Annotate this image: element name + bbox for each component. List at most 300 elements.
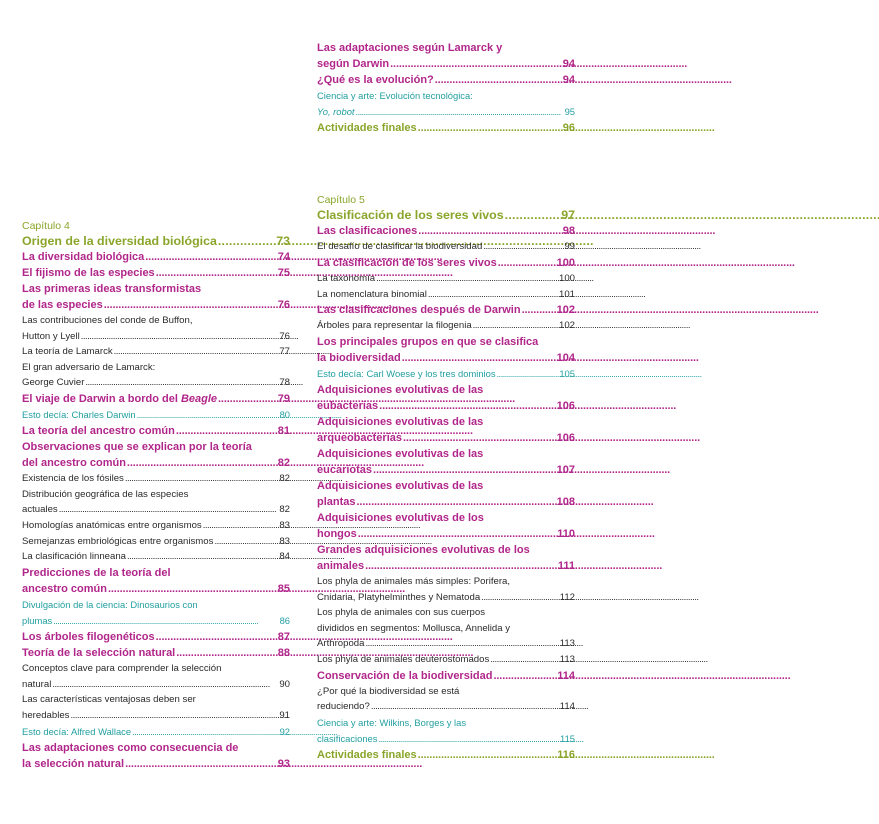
toc-page-number: 102 bbox=[556, 304, 575, 317]
toc-page-number: 111 bbox=[557, 559, 575, 572]
toc-entry-title: La teoría del ancestro común bbox=[22, 425, 175, 438]
toc-entry[interactable] bbox=[317, 223, 575, 239]
toc-column-left bbox=[22, 220, 290, 772]
toc-entry-line bbox=[22, 629, 290, 645]
toc-entry[interactable] bbox=[22, 407, 290, 423]
dot-leader bbox=[428, 287, 558, 303]
toc-page-number: 82 bbox=[277, 457, 290, 470]
dot-leader bbox=[214, 534, 278, 550]
dot-leader bbox=[176, 423, 277, 439]
toc-entry-line bbox=[317, 287, 575, 303]
toc-entry[interactable] bbox=[317, 478, 575, 510]
toc-entry[interactable] bbox=[22, 344, 290, 360]
dot-leader bbox=[145, 249, 276, 265]
toc-entry-title: Árboles para representar la filogenia bbox=[317, 320, 472, 332]
toc-entry-title: plumas bbox=[22, 614, 53, 626]
toc-entry-title: La teoría de Lamarck bbox=[22, 346, 113, 358]
toc-entry-title: Observaciones que se explican por la teoría bbox=[22, 441, 252, 454]
toc-page-number: 84 bbox=[279, 551, 290, 563]
dot-leader bbox=[378, 731, 559, 747]
dot-leader bbox=[356, 104, 564, 120]
dot-leader bbox=[418, 747, 557, 763]
toc-entry-title: Divulgación de la ciencia: Dinosaurios con bbox=[22, 598, 198, 610]
toc-entry[interactable] bbox=[317, 747, 575, 763]
toc-page-number: 80 bbox=[279, 408, 290, 420]
toc-entry-title: Conceptos clave para comprender la selección bbox=[22, 663, 222, 675]
toc-entry-title: El desafío de clasificar la biodiversidad bbox=[317, 241, 483, 253]
toc-entry-line bbox=[317, 255, 575, 271]
toc-entry[interactable] bbox=[317, 239, 575, 255]
dot-leader bbox=[218, 233, 275, 249]
dot-leader bbox=[156, 629, 277, 645]
toc-entry-line bbox=[22, 661, 290, 677]
toc-entry-line bbox=[317, 494, 575, 510]
dot-leader bbox=[493, 668, 556, 684]
toc-entry[interactable] bbox=[22, 313, 290, 344]
toc-entry-title: Hutton y Lyell bbox=[22, 330, 80, 342]
toc-entry-title: Las contribuciones del conde de Buffon, bbox=[22, 315, 193, 326]
toc-page-number: 78 bbox=[279, 377, 290, 389]
toc-entry-title: Las características ventajosas deben ser bbox=[22, 694, 196, 706]
toc-entry-line bbox=[22, 613, 290, 629]
toc-page-number: 93 bbox=[277, 757, 290, 770]
toc-entry[interactable] bbox=[317, 334, 575, 366]
toc-entry[interactable] bbox=[22, 597, 290, 629]
toc-entry-line bbox=[22, 313, 290, 329]
toc-entry-title: Los principales grupos en que se clasifica bbox=[317, 335, 539, 348]
toc-entry-line bbox=[317, 88, 575, 104]
toc-entry-line bbox=[22, 297, 290, 313]
toc-entry-line bbox=[22, 423, 290, 439]
toc-page-number: 112 bbox=[559, 591, 575, 603]
toc-entry[interactable] bbox=[317, 255, 575, 271]
toc-entry-line bbox=[317, 652, 575, 668]
toc-entry-line bbox=[22, 740, 290, 756]
toc-entry-line bbox=[317, 382, 575, 398]
toc-page-number: 106 bbox=[556, 399, 575, 412]
toc-entry[interactable] bbox=[22, 645, 290, 661]
toc-entry-title: El viaje de Darwin a bordo del Beagle bbox=[22, 392, 218, 405]
toc-entry-line bbox=[22, 249, 290, 265]
toc-entry-title: ¿Qué es la evolución? bbox=[317, 74, 434, 86]
toc-page-number: 74 bbox=[277, 251, 290, 263]
toc-entry-line bbox=[22, 549, 290, 565]
toc-entry-line bbox=[22, 597, 290, 613]
dot-leader bbox=[81, 329, 279, 345]
toc-page-number: 82 bbox=[279, 504, 290, 516]
toc-entry[interactable] bbox=[317, 715, 575, 747]
toc-page-number: 83 bbox=[279, 535, 290, 547]
toc-entry-line bbox=[317, 350, 575, 366]
toc-page-number: 107 bbox=[556, 463, 575, 476]
dot-leader bbox=[505, 207, 561, 223]
toc-entry-title: divididos en segmentos: Mollusca, Annelida y bbox=[317, 622, 511, 634]
toc-entry-title: Ciencia y arte: Wilkins, Borges y las bbox=[317, 716, 467, 728]
toc-entry-line bbox=[22, 677, 290, 693]
toc-entry-title: Grandes adquisiciones evolutivas de los bbox=[317, 543, 530, 556]
toc-entry-line bbox=[22, 692, 290, 708]
dot-leader bbox=[85, 375, 278, 391]
toc-entry-line bbox=[317, 731, 575, 747]
toc-entry-line bbox=[317, 684, 575, 700]
toc-entry-title: Origen de la diversidad biológica bbox=[22, 234, 217, 248]
toc-entry-line bbox=[317, 239, 575, 255]
toc-entry-line bbox=[317, 526, 575, 542]
dot-leader bbox=[418, 120, 562, 136]
toc-entry-title: Conservación de la biodiversidad bbox=[317, 669, 493, 682]
toc-entry[interactable] bbox=[317, 652, 575, 668]
toc-page-number: 76 bbox=[277, 299, 290, 311]
toc-page-number: 114 bbox=[557, 669, 575, 682]
dot-leader bbox=[390, 56, 562, 72]
dot-leader bbox=[522, 302, 556, 318]
toc-page-number: 83 bbox=[279, 519, 290, 531]
toc-entry-line bbox=[317, 605, 575, 621]
toc-entry-title: Las primeras ideas transformistas bbox=[22, 283, 202, 295]
toc-entry[interactable] bbox=[22, 740, 290, 772]
toc-entry-title: la biodiversidad bbox=[317, 351, 401, 364]
toc-entry[interactable] bbox=[317, 684, 575, 715]
dot-leader bbox=[125, 471, 278, 487]
toc-entry-line bbox=[22, 534, 290, 550]
toc-entry-title: clasificaciones bbox=[317, 732, 378, 744]
toc-entry[interactable] bbox=[317, 542, 575, 574]
toc-entry-title: Los árboles filogenéticos bbox=[22, 631, 155, 644]
toc-entry-title: del ancestro común bbox=[22, 457, 126, 470]
toc-page-number: 90 bbox=[279, 678, 290, 690]
toc-entry[interactable] bbox=[22, 692, 290, 723]
toc-entry-title: La clasificación linneana bbox=[22, 551, 126, 563]
toc-entry[interactable] bbox=[317, 414, 575, 446]
toc-entry-line bbox=[317, 414, 575, 430]
toc-entry[interactable] bbox=[317, 88, 575, 120]
toc-entry-title: Ciencia y arte: Evolución tecnológica: bbox=[317, 90, 473, 101]
toc-entry[interactable] bbox=[22, 487, 290, 518]
toc-entry-title: Arthropoda bbox=[317, 638, 365, 650]
toc-entry[interactable] bbox=[22, 724, 290, 740]
dot-leader bbox=[497, 366, 559, 382]
toc-page-number: 116 bbox=[557, 749, 575, 762]
toc-entry[interactable] bbox=[317, 668, 575, 684]
toc-entry-title: animales bbox=[317, 559, 365, 572]
toc-entry-title: Esto decía: Charles Darwin bbox=[22, 408, 136, 420]
toc-entry-title: Distribución geográfica de las especies bbox=[22, 488, 189, 500]
toc-entry[interactable] bbox=[22, 439, 290, 471]
dot-leader bbox=[104, 297, 277, 313]
toc-entry[interactable] bbox=[317, 207, 575, 223]
toc-entry-title: Homologías anatómicas entre organismos bbox=[22, 519, 202, 531]
toc-page-number: 101 bbox=[558, 288, 575, 300]
toc-entry-title: hongos bbox=[317, 527, 357, 540]
toc-page-number: 113 bbox=[559, 638, 575, 650]
toc-page-number: 102 bbox=[558, 320, 575, 332]
toc-entry[interactable] bbox=[22, 233, 290, 249]
toc-entry[interactable] bbox=[22, 661, 290, 692]
toc-entry-line bbox=[22, 581, 290, 597]
toc-entry-title: Predicciones de la teoría del bbox=[22, 566, 171, 579]
toc-entry-line bbox=[22, 724, 290, 740]
chapter-5-entries bbox=[317, 207, 575, 763]
toc-entry-title: Los phyla de animales más simples: Porifera, bbox=[317, 575, 511, 587]
toc-entry[interactable] bbox=[22, 534, 290, 550]
dot-leader bbox=[108, 581, 277, 597]
toc-entry-line bbox=[317, 104, 575, 120]
toc-entry-line bbox=[317, 56, 575, 72]
toc-entry-title: heredables bbox=[22, 709, 70, 721]
toc-entry-line bbox=[317, 120, 575, 136]
dot-leader bbox=[53, 613, 278, 629]
dot-leader bbox=[357, 494, 556, 510]
toc-entry-line bbox=[317, 668, 575, 684]
toc-entry-line bbox=[22, 375, 290, 391]
toc-page-number: 95 bbox=[564, 106, 575, 118]
dot-leader bbox=[403, 430, 556, 446]
toc-entry-line bbox=[317, 699, 575, 715]
toc-entry-title: Adquisiciones evolutivas de las bbox=[317, 383, 484, 396]
toc-entry-title: Adquisiciones evolutivas de las bbox=[317, 479, 484, 492]
toc-entry[interactable] bbox=[22, 360, 290, 391]
dot-leader bbox=[59, 502, 279, 518]
toc-entry[interactable] bbox=[22, 549, 290, 565]
toc-page-number: 76 bbox=[279, 330, 290, 342]
toc-entry-line bbox=[22, 708, 290, 724]
dot-leader bbox=[435, 72, 562, 88]
toc-page-number: 85 bbox=[277, 582, 290, 595]
toc-entry-title: la selección natural bbox=[22, 757, 125, 770]
toc-page-number: 110 bbox=[557, 527, 575, 540]
toc-entry-title: Las clasificaciones bbox=[317, 225, 418, 238]
toc-entry-line bbox=[22, 281, 290, 297]
toc-page-number: 113 bbox=[559, 653, 575, 665]
dot-leader bbox=[483, 239, 563, 255]
toc-entry[interactable] bbox=[317, 302, 575, 318]
toc-page-number: 106 bbox=[556, 431, 575, 444]
toc-entry-title: natural bbox=[22, 678, 52, 690]
toc-entry-title: Los phyla de animales con sus cuerpos bbox=[317, 607, 485, 619]
toc-entry-title: Actividades finales bbox=[317, 749, 417, 762]
toc-page-number: 100 bbox=[556, 257, 575, 269]
toc-entry-line bbox=[317, 334, 575, 350]
chapter-5-label: Capítulo 5 bbox=[317, 194, 365, 207]
dot-leader bbox=[176, 645, 277, 661]
toc-entry[interactable] bbox=[22, 265, 290, 281]
toc-entry[interactable] bbox=[317, 510, 575, 542]
toc-page-number: 79 bbox=[277, 392, 290, 405]
toc-page-number: 94 bbox=[562, 74, 575, 86]
dot-leader bbox=[371, 699, 559, 715]
toc-entry-line bbox=[317, 558, 575, 574]
toc-entry[interactable] bbox=[317, 287, 575, 303]
toc-entry[interactable] bbox=[317, 271, 575, 287]
toc-entry-title: ancestro común bbox=[22, 582, 107, 595]
toc-entry-line bbox=[22, 329, 290, 345]
dot-leader bbox=[114, 344, 279, 360]
toc-entry-title: Las adaptaciones según Lamarck y bbox=[317, 42, 503, 54]
toc-entry-title: Esto decía: Alfred Wallace bbox=[22, 725, 132, 737]
toc-entry-line bbox=[317, 398, 575, 414]
toc-page-number: 94 bbox=[562, 58, 575, 70]
toc-entry-title: Yo, robot bbox=[317, 106, 355, 118]
toc-page-number: 73 bbox=[276, 234, 290, 248]
toc-entry-title: Semejanzas embriológicas entre organismos bbox=[22, 535, 214, 547]
toc-page-number: 100 bbox=[558, 273, 575, 284]
toc-entry-title: eucariotas bbox=[317, 463, 373, 476]
toc-page-number: 104 bbox=[556, 351, 575, 364]
toc-entry-title: de las especies bbox=[22, 299, 103, 311]
toc-entry-line bbox=[317, 366, 575, 382]
dot-leader bbox=[379, 398, 555, 414]
toc-entry-line bbox=[22, 391, 290, 407]
chapter-4-entries bbox=[22, 233, 290, 772]
toc-entry-line bbox=[22, 360, 290, 376]
toc-entry-line bbox=[22, 565, 290, 581]
toc-entry[interactable] bbox=[317, 382, 575, 414]
toc-entry-title: El gran adversario de Lamarck: bbox=[22, 361, 156, 373]
toc-entry-line bbox=[317, 715, 575, 731]
toc-entry[interactable] bbox=[317, 318, 575, 334]
dot-leader bbox=[418, 223, 561, 239]
toc-entry-title: eubacterias bbox=[317, 399, 379, 412]
toc-entry-title: La diversidad biológica bbox=[22, 251, 145, 263]
toc-page-number: 98 bbox=[562, 225, 575, 238]
dot-leader bbox=[376, 271, 558, 287]
toc-entry-title: ¿Por qué la biodiversidad se está bbox=[317, 685, 460, 697]
toc-page-number: 87 bbox=[277, 631, 290, 644]
toc-entry-line bbox=[22, 518, 290, 534]
toc-entry-line bbox=[317, 72, 575, 88]
toc-entry-title: según Darwin bbox=[317, 58, 390, 70]
toc-entry[interactable] bbox=[22, 518, 290, 534]
toc-entry[interactable] bbox=[317, 40, 575, 72]
toc-entry-line bbox=[317, 747, 575, 763]
toc-column-right bbox=[317, 40, 575, 763]
toc-entry-title: George Cuvier bbox=[22, 377, 85, 389]
dot-leader bbox=[203, 518, 279, 534]
toc-page-number: 105 bbox=[559, 367, 575, 379]
dot-leader bbox=[70, 708, 278, 724]
toc-entry[interactable] bbox=[22, 471, 290, 487]
dot-leader bbox=[127, 549, 278, 565]
toc-entry-line bbox=[22, 407, 290, 423]
toc-entry[interactable] bbox=[22, 629, 290, 645]
toc-page-number: 75 bbox=[277, 267, 290, 279]
toc-entry-title: Adquisiciones evolutivas de las bbox=[317, 447, 484, 460]
dot-leader bbox=[127, 455, 277, 471]
toc-entry[interactable] bbox=[317, 366, 575, 382]
toc-entry-title: Esto decía: Carl Woese y los tres dominios bbox=[317, 367, 496, 379]
toc-entry-title: Actividades finales bbox=[317, 122, 417, 135]
toc-entry-line bbox=[317, 542, 575, 558]
toc-entry[interactable] bbox=[22, 565, 290, 597]
toc-entry-line bbox=[317, 207, 575, 223]
toc-entry-line bbox=[317, 462, 575, 478]
toc-entry-line bbox=[317, 302, 575, 318]
toc-entry-title: plantas bbox=[317, 495, 356, 508]
toc-entry-line bbox=[317, 430, 575, 446]
toc-entry[interactable] bbox=[317, 72, 575, 88]
toc-entry[interactable] bbox=[22, 423, 290, 439]
toc-entry-line bbox=[317, 574, 575, 590]
toc-entry-title: Existencia de los fósiles bbox=[22, 473, 124, 485]
toc-entry-title: actuales bbox=[22, 504, 58, 516]
dot-leader bbox=[365, 558, 557, 574]
toc-entry-line bbox=[22, 439, 290, 455]
dot-leader bbox=[473, 318, 558, 334]
toc-entry-title: Las adaptaciones como consecuencia de bbox=[22, 741, 239, 754]
toc-page-number: 96 bbox=[562, 122, 575, 135]
toc-entry-line bbox=[22, 265, 290, 281]
chapter-4-label: Capítulo 4 bbox=[22, 220, 70, 232]
toc-entry-title: La taxonomía bbox=[317, 273, 376, 284]
dot-leader bbox=[490, 652, 558, 668]
toc-page-number: 99 bbox=[564, 241, 575, 253]
toc-page-number: 108 bbox=[556, 495, 575, 508]
toc-entry[interactable] bbox=[22, 391, 290, 407]
dot-leader bbox=[481, 590, 559, 606]
toc-page-number: 115 bbox=[560, 732, 575, 744]
toc-entry[interactable] bbox=[22, 249, 290, 265]
toc-entry-line bbox=[22, 502, 290, 518]
toc-page-number: 91 bbox=[279, 709, 290, 721]
toc-entry[interactable] bbox=[317, 605, 575, 652]
toc-entry-line bbox=[317, 478, 575, 494]
toc-page-number: 97 bbox=[561, 208, 575, 223]
dot-leader bbox=[52, 677, 278, 693]
dot-leader bbox=[156, 265, 277, 281]
dot-leader bbox=[358, 526, 557, 542]
dot-leader bbox=[132, 724, 278, 740]
dot-leader bbox=[125, 756, 277, 772]
chapter-3-continued-entries bbox=[317, 40, 575, 136]
toc-entry-line bbox=[22, 455, 290, 471]
dot-leader bbox=[365, 636, 558, 652]
toc-entry-title: arqueobacterias bbox=[317, 431, 402, 444]
toc-entry-line bbox=[317, 446, 575, 462]
toc-entry-line bbox=[317, 40, 575, 56]
toc-entry-title: Los phyla de animales deuterostomados bbox=[317, 653, 490, 665]
toc-entry[interactable] bbox=[22, 281, 290, 313]
toc-entry-line bbox=[317, 318, 575, 334]
toc-page-number: 77 bbox=[279, 346, 290, 358]
toc-entry-title: Teoría de la selección natural bbox=[22, 647, 176, 660]
toc-entry-title: Adquisiciones evolutivas de los bbox=[317, 511, 484, 524]
toc-entry[interactable] bbox=[317, 574, 575, 605]
toc-entry-title: La nomenclatura binomial bbox=[317, 288, 427, 300]
toc-entry-line bbox=[22, 344, 290, 360]
toc-entry-line bbox=[22, 487, 290, 503]
toc-entry-title: Cnidaria, Platyhelminthes y Nematoda bbox=[317, 591, 481, 603]
toc-entry-title: reduciendo? bbox=[317, 701, 370, 713]
dot-leader bbox=[373, 462, 556, 478]
dot-leader bbox=[498, 255, 556, 271]
toc-page-number: 114 bbox=[559, 701, 575, 713]
toc-entry[interactable] bbox=[317, 120, 575, 136]
toc-entry[interactable] bbox=[317, 446, 575, 478]
toc-entry-title: Adquisiciones evolutivas de las bbox=[317, 415, 484, 428]
toc-entry-line bbox=[22, 471, 290, 487]
toc-entry-title: La clasificación de los seres vivos bbox=[317, 257, 497, 269]
dot-leader bbox=[137, 407, 279, 423]
toc-entry-line bbox=[317, 510, 575, 526]
toc-entry-title: Clasificación de los seres vivos bbox=[317, 208, 504, 223]
toc-page-number: 82 bbox=[279, 473, 290, 485]
toc-entry-line bbox=[22, 645, 290, 661]
toc-entry-title: Las clasificaciones después de Darwin bbox=[317, 304, 521, 317]
toc-entry-line bbox=[22, 756, 290, 772]
toc-page-number: 88 bbox=[277, 647, 290, 660]
toc-page-number: 86 bbox=[279, 614, 290, 626]
dot-leader bbox=[218, 391, 277, 407]
